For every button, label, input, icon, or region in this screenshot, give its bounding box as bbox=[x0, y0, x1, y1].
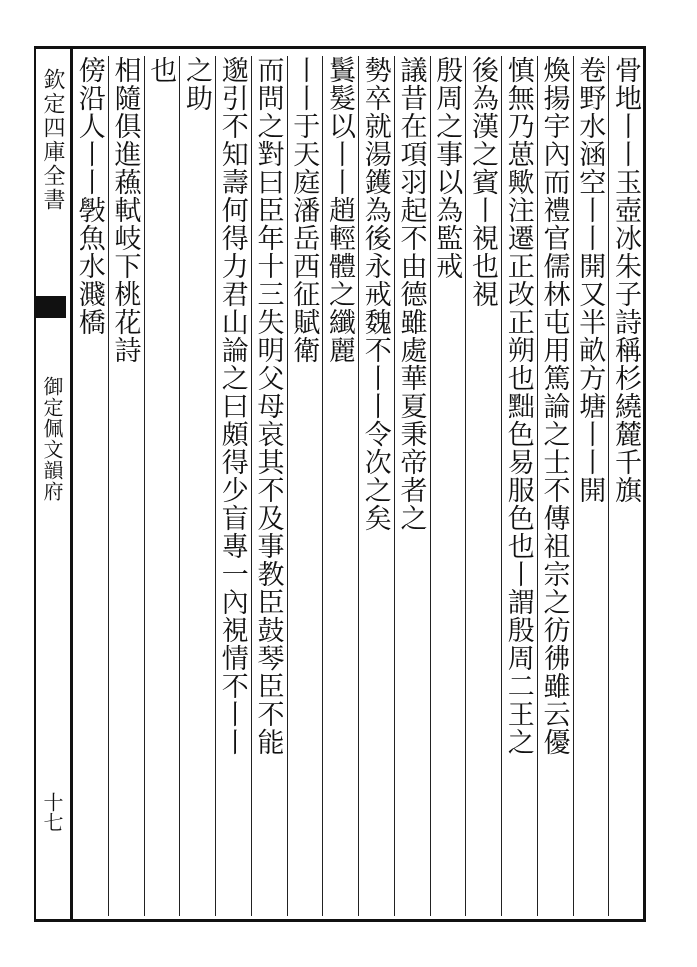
frame-top bbox=[34, 46, 646, 49]
text-column: 殷周之事以為監戒 bbox=[430, 56, 466, 916]
text-column: 丨丨于天庭潘岳西征賦衛 bbox=[287, 56, 323, 916]
fishtail-mark bbox=[36, 296, 66, 318]
text-column: 骨地丨丨玉壺冰朱子詩稱杉繞麓千旗 bbox=[608, 56, 644, 916]
text-column: 煥揚宇內而禮官儒林屯用篤論之士不傳祖宗之彷彿雖云優 bbox=[537, 56, 573, 916]
frame-bottom bbox=[34, 919, 646, 922]
text-column: 議昔在項羽起不由德雖處華夏秉帝者之 bbox=[394, 56, 430, 916]
text-column: 也 bbox=[144, 56, 180, 916]
text-columns bbox=[72, 56, 644, 916]
text-column: 而問之對曰臣年十三失明父母哀其不及事教臣鼓琴臣不能 bbox=[251, 56, 287, 916]
text-column: 勢卒就湯鑊為後永戒魏不丨丨令次之矣 bbox=[358, 56, 394, 916]
side-margin bbox=[34, 50, 68, 900]
text-column: 鬒髮以丨丨趙輕體之纖麗 bbox=[322, 56, 358, 916]
text-column: 之助 bbox=[179, 56, 215, 916]
text-column: 後為漢之賓丨視也視 bbox=[465, 56, 501, 916]
text-column: 卷野水涵空丨丨開又半畝方塘丨丨開 bbox=[573, 56, 609, 916]
page-number: 十七 bbox=[40, 792, 64, 832]
book-title: 欽定四庫全書 bbox=[40, 68, 65, 212]
text-column: 慎無乃葸歟注遷正改正朔也黜色易服色也丨謂殷周二王之 bbox=[501, 56, 537, 916]
text-column: 邈引不知壽何得力君山論之曰頗得少盲專一內視情不丨丨 bbox=[215, 56, 251, 916]
text-column: 傍沿人丨丨斅魚水濺橋 bbox=[73, 56, 105, 336]
volume-subtitle: 御定佩文韻府 bbox=[40, 376, 64, 502]
text-column: 相隨俱進蘓軾岐下桃花詩 bbox=[108, 56, 144, 916]
